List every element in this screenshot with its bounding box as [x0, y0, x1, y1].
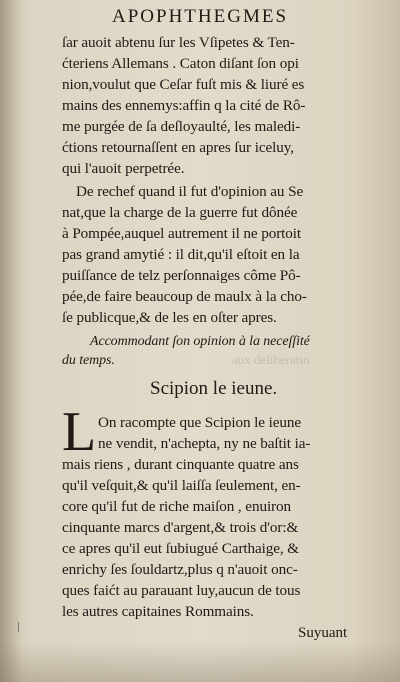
text-line: ce apres qu'il eut ſubiugué Carthaige, & [62, 540, 300, 557]
text-line: nat,que la charge de la guerre fut dônée [62, 204, 298, 221]
text-line: pas grand amytié : il dit,qu'il eſtoit en la [62, 246, 300, 263]
text-line: De rechef quand il fut d'opinion au Se [76, 183, 304, 200]
text-line: core qu'il fut de riche maiſon , enuiron [62, 498, 292, 515]
text-line: à Pompée,auquel autrement il ne portoit [62, 225, 302, 242]
drop-cap: L [62, 401, 97, 463]
text-line: les autres capitaines Rommains. [62, 603, 254, 620]
running-header: APOPHTHEGMES [112, 6, 289, 27]
text-line: qui l'auoit perpetrée. [62, 160, 185, 177]
text-line: mains des ennemys:affin q la cité de Rô- [62, 97, 306, 114]
text-line: enrichy ſes ſouldartz,plus q n'auoit onc- [62, 561, 298, 578]
text-line: ne vendit, n'achepta, ny ne baſtit ia- [98, 435, 311, 452]
text-line: me purgée de ſa deſloyaulté, les maledi- [62, 118, 301, 135]
text-line: puiſſance de telz perſonnaiges côme Pô- [62, 267, 301, 284]
catchword: Suyuant [298, 625, 348, 641]
text-line: ćtions retournaſſent en apres ſur iceluy, [62, 139, 294, 156]
text-line: ſar auoit abtenu ſur les Vſipetes & Ten- [62, 34, 295, 51]
text-line: mais riens , durant cinquante quatre ans [62, 456, 299, 473]
text-line: qu'il veſquit,& qu'il laiſſa ſeulement, en- [62, 477, 301, 494]
text-line: cinquante marcs d'argent,& trois d'or:& [62, 519, 299, 536]
bleed-through-text: aux deliberatio [232, 352, 310, 367]
text-line: ſe publicque,& de les en oſter apres. [62, 309, 277, 326]
text-line: pée,de faire beaucoup de maulx à la cho- [62, 288, 307, 305]
text-line: ćteriens Allemans . Caton diſant ſon opi [62, 55, 299, 72]
margin-mark [18, 622, 26, 632]
section-title: Scipion le ieune. [150, 378, 278, 399]
sidenote-line: du temps. [62, 353, 115, 368]
text-line: nion,voulut que Ceſar fuſt mis & liuré es [62, 76, 305, 93]
sidenote-line: Accommodant ſon opinion à la neceſſité [90, 334, 310, 349]
text-line: On racompte que Scipion le ieune [98, 414, 302, 431]
text-line: ques faićt au parauant luy,aucun de tous [62, 582, 301, 599]
